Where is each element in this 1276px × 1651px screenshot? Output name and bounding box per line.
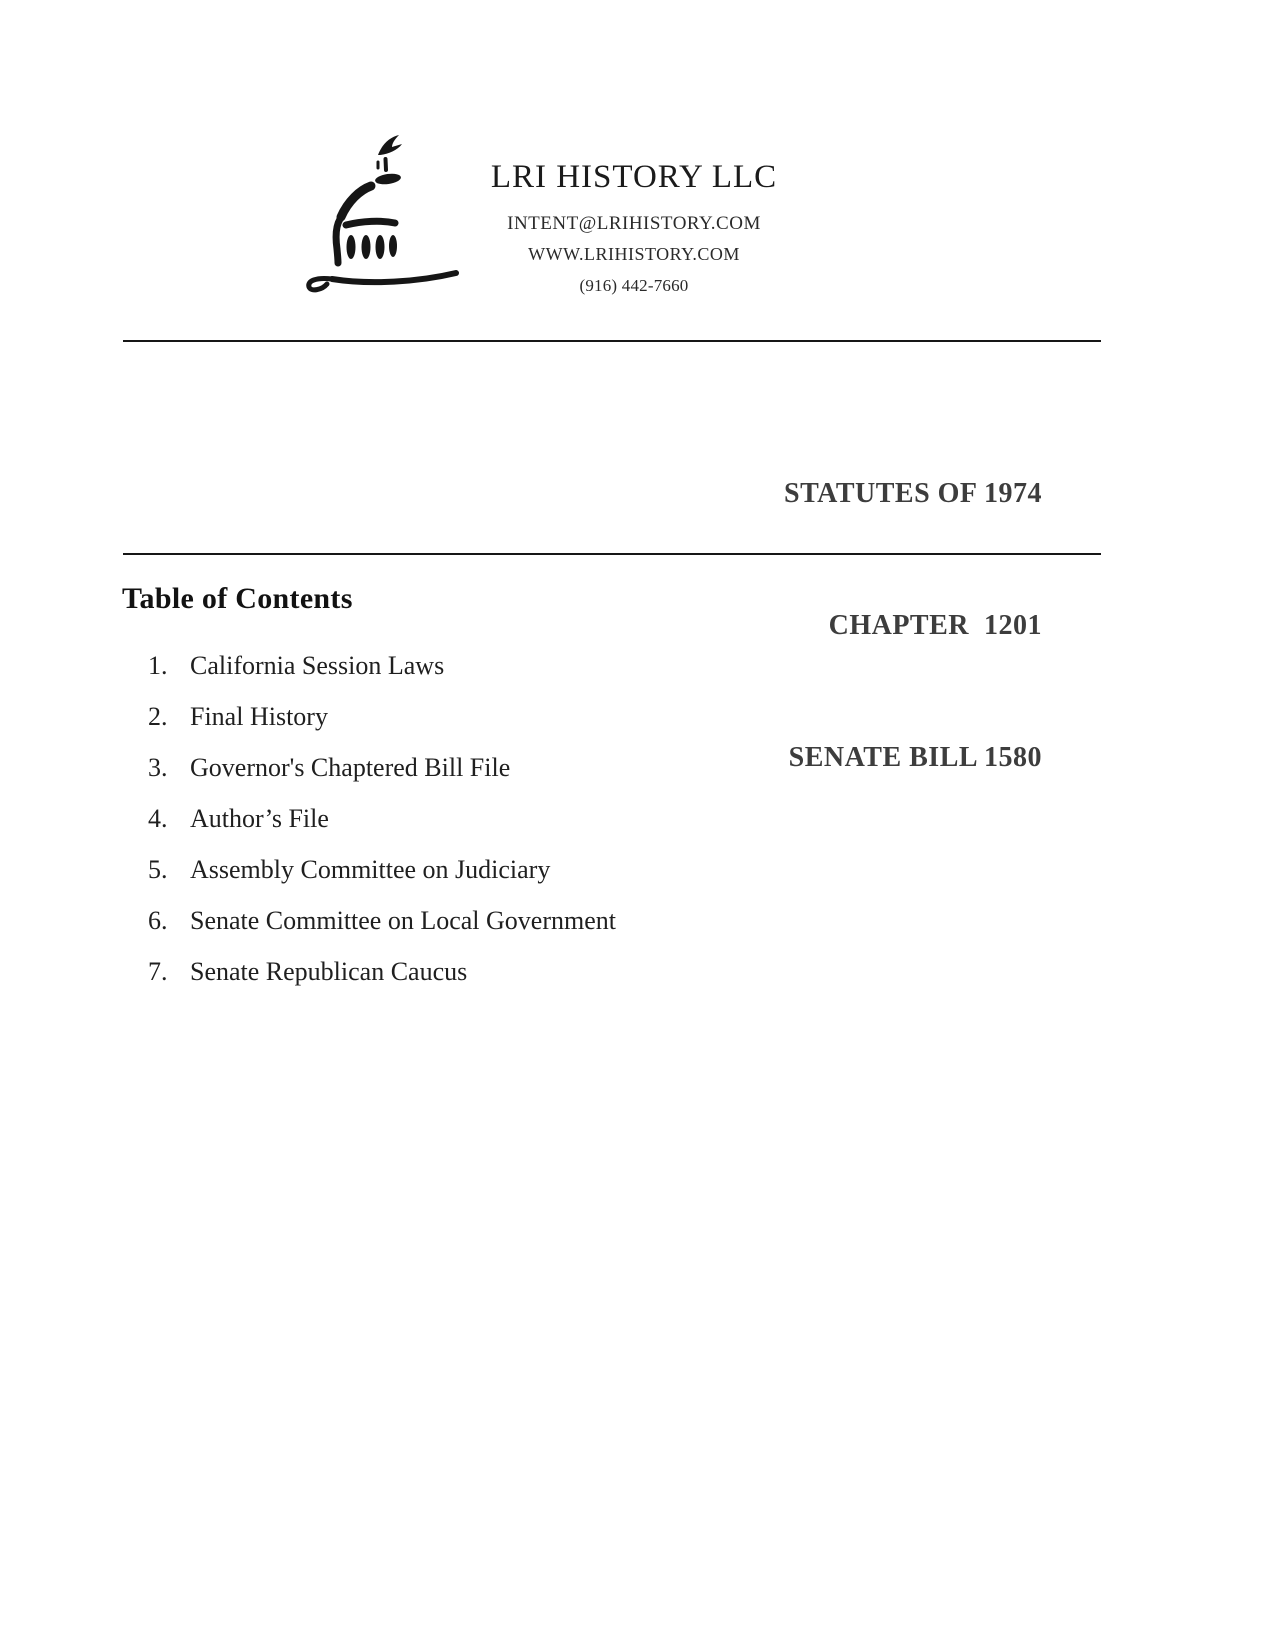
divider-top (123, 340, 1101, 342)
logo-left-pilaster (336, 219, 340, 263)
company-phone: (916) 442-7660 (579, 276, 689, 295)
toc-item (148, 856, 968, 884)
toc-item-number: 4. (148, 804, 168, 833)
logo-flag (378, 135, 402, 155)
toc-item (148, 652, 968, 680)
toc-item (148, 754, 968, 782)
toc-item-label: Author’s File (190, 804, 329, 833)
toc-item-number: 5. (148, 855, 168, 884)
letterhead (434, 158, 834, 301)
toc-item-label: California Session Laws (190, 651, 445, 680)
toc-item (148, 907, 968, 935)
logo-cornice (346, 221, 395, 225)
logo-lantern-base (374, 172, 401, 186)
company-website: WWW.LRIHISTORY.COM (528, 244, 740, 264)
logo-dome-stroke (341, 186, 371, 217)
company-email: INTENT@LRIHISTORY.COM (507, 213, 761, 234)
senate-bill-line: SENATE BILL 1580 (788, 742, 1042, 773)
toc-heading: Table of Contents (122, 582, 353, 615)
toc-item-number: 3. (148, 753, 168, 782)
toc-item (148, 958, 968, 986)
chapter-line: CHAPTER 1201 (828, 610, 1042, 641)
toc-item-label: Final History (190, 702, 328, 731)
toc-item-label: Senate Committee on Local Government (190, 906, 616, 935)
logo-base-hook (309, 278, 332, 289)
toc-item-label: Governor's Chaptered Bill File (190, 753, 511, 782)
toc-item-label: Assembly Committee on Judiciary (190, 855, 551, 884)
toc-item-number: 2. (148, 702, 168, 731)
toc-item (148, 805, 968, 833)
toc-item (148, 703, 968, 731)
toc-item-number: 7. (148, 957, 168, 986)
company-name: LRI HISTORY LLC (490, 159, 778, 195)
logo-columns (347, 235, 398, 259)
toc-list (148, 652, 968, 986)
toc-item-number: 1. (148, 651, 168, 680)
logo-lantern-dash-2 (386, 159, 387, 170)
toc-item-number: 6. (148, 906, 168, 935)
statutes-line: STATUTES OF 1974 (784, 478, 1042, 509)
toc-item-label: Senate Republican Caucus (190, 957, 468, 986)
